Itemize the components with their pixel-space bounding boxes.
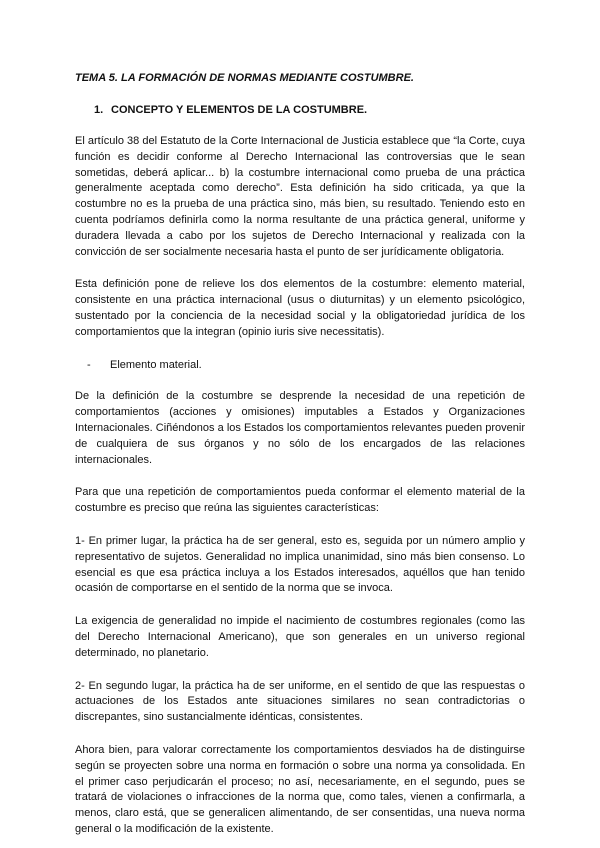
bullet-text: Elemento material. [110, 358, 202, 371]
paragraph-definition: El artículo 38 del Estatuto de la Corte Internacional de Justicia establece que “la Corte, cuya función es decidir conforme al Derecho Internacional las controversias que le sean sometidas, deberá aplicar... b) la costumbre internacional como prueba de una práctica generalmente aceptada como derecho”. Esta definición ha sido criticada, ya que la costumbre no es la prueba de una práctica sino, más bien, su resultado. Teniendo esto en cuenta podríamos definirla como la norma resultante de una práctica general, uniforme y duradera llevada a cabo por los sujetos de Derecho Internacional y realizada con la convicción de ser socialmente necesaria hasta el punto de ser jurídicamente obligatoria. [75, 135, 525, 258]
paragraph-repetition: De la definición de la costumbre se desprende la necesidad de una repetición de comportamientos (acciones y omisiones) imputables a Estados y Organizaciones Internacionales. Ciñéndonos a los Estados los comportamientos relevantes pueden provenir de cualquiera de sus órganos y no sólo de los encargados de las relaciones internacionales. [75, 390, 525, 466]
paragraph-characteristics: Para que una repetición de comportamientos pueda conformar el elemento material de la costumbre es preciso que reúna las siguientes características: [75, 486, 525, 515]
bullet-dash: - [87, 358, 91, 371]
paragraph-generality: 1- En primer lugar, la práctica ha de ser general, esto es, seguida por un número amplio y representativo de sujetos. Generalidad no implica unanimidad, sino más bien consenso. Lo esencial es que esa práctica incluya a los Estados interesados, aquéllos que han tenido ocasión de comportarse en el sentido de la norma que se invoca. [75, 534, 525, 595]
section-number: 1. [94, 104, 104, 116]
section-heading-text: CONCEPTO Y ELEMENTOS DE LA COSTUMBRE. [111, 104, 368, 116]
document-title: TEMA 5. LA FORMACIÓN DE NORMAS MEDIANTE COSTUMBRE. [75, 72, 414, 84]
paragraph-elements: Esta definición pone de relieve los dos elementos de la costumbre: elemento material, consistente en una práctica internacional (usus o diuturnitas) y un elemento psicológico, sustentado por la conciencia de la necesidad social y la obligatoriedad jurídica de los comportamientos que la integran (opinio iuris sive necessitatis). [75, 278, 525, 338]
paragraph-uniformity: 2- En segundo lugar, la práctica ha de ser uniforme, en el sentido de que las respuestas o actuaciones de los Estados ante situaciones similares no sean contradictorias o discrepantes, sino sustancialmente idénticas, consistentes. [75, 679, 525, 724]
section-heading [94, 103, 525, 117]
bullet-item [87, 358, 525, 374]
paragraph-regional: La exigencia de generalidad no impide el nacimiento de costumbres regionales (como las del Derecho Internacional Americano), que son generales en un universo regional determinado, no planetario. [75, 615, 525, 659]
paragraph-deviations: Ahora bien, para valorar correctamente los comportamientos desviados ha de distinguirse según se proyecten sobre una norma en formación o sobre una norma ya consolidada. En el primer caso perjudicarán el proceso; no así, necesariamente, en el segundo, pues se tratará de violaciones o infracciones de la norma que, como tales, vienen a confirmarla, a menos, claro está, que se generalicen alimentando, de ser consentidas, una nueva norma general o la modificación de la existente. [75, 743, 525, 835]
